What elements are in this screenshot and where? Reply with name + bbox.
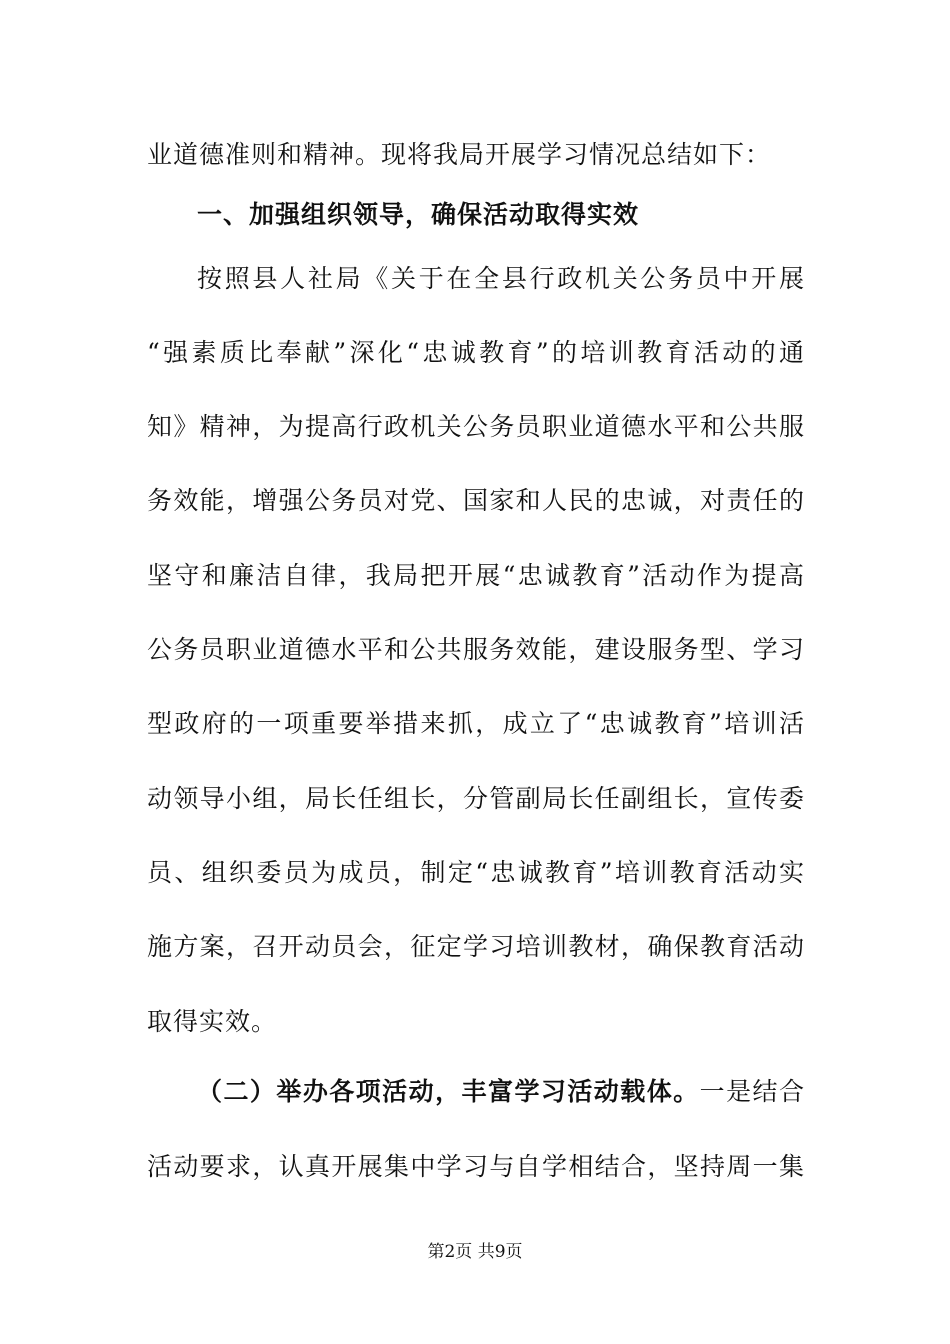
paragraph-line: 业道德准则和精神。现将我局开展学习情况总结如下： (147, 140, 772, 169)
paragraph-line: 坚守和廉洁自律，我局把开展“忠诚教育”活动作为提高 (147, 561, 804, 590)
paragraph-line: 取得实效。 (147, 1007, 278, 1036)
paragraph-line: 员、组织委员为成员，制定“忠诚教育”培训教育活动实 (147, 858, 804, 887)
section-heading: 一、加强组织领导，确保活动取得实效 (197, 200, 640, 229)
paragraph-line: “强素质比奉献”深化“忠诚教育”的培训教育活动的通 (147, 338, 804, 367)
paragraph-line: 施方案，召开动员会，征定学习培训教材，确保教育活动 (147, 932, 804, 961)
paragraph-line: 按照县人社局《关于在全县行政机关公务员中开展 (197, 264, 804, 293)
paragraph-line: 动领导小组，局长任组长，分管副局长任副组长，宣传委 (147, 784, 804, 813)
paragraph-line: 活动要求，认真开展集中学习与自学相结合，坚持周一集 (147, 1152, 804, 1181)
paragraph-line: 知》精神，为提高行政机关公务员职业道德水平和公共服 (147, 412, 804, 441)
paragraph-line: 务效能，增强公务员对党、国家和人民的忠诚，对责任的 (147, 486, 804, 515)
paragraph-line: 公务员职业道德水平和公共服务效能，建设服务型、学习 (147, 635, 804, 664)
section-lead-bold: （二）举办各项活动，丰富学习活动载体。 (197, 1077, 700, 1106)
section-lead-rest: 一是结合 (699, 1077, 804, 1106)
page-footer: 第2页 共9页 (427, 1242, 523, 1262)
paragraph-line: 型政府的一项重要举措来抓，成立了“忠诚教育”培训活 (147, 709, 804, 738)
section-lead-line (197, 1076, 804, 1108)
